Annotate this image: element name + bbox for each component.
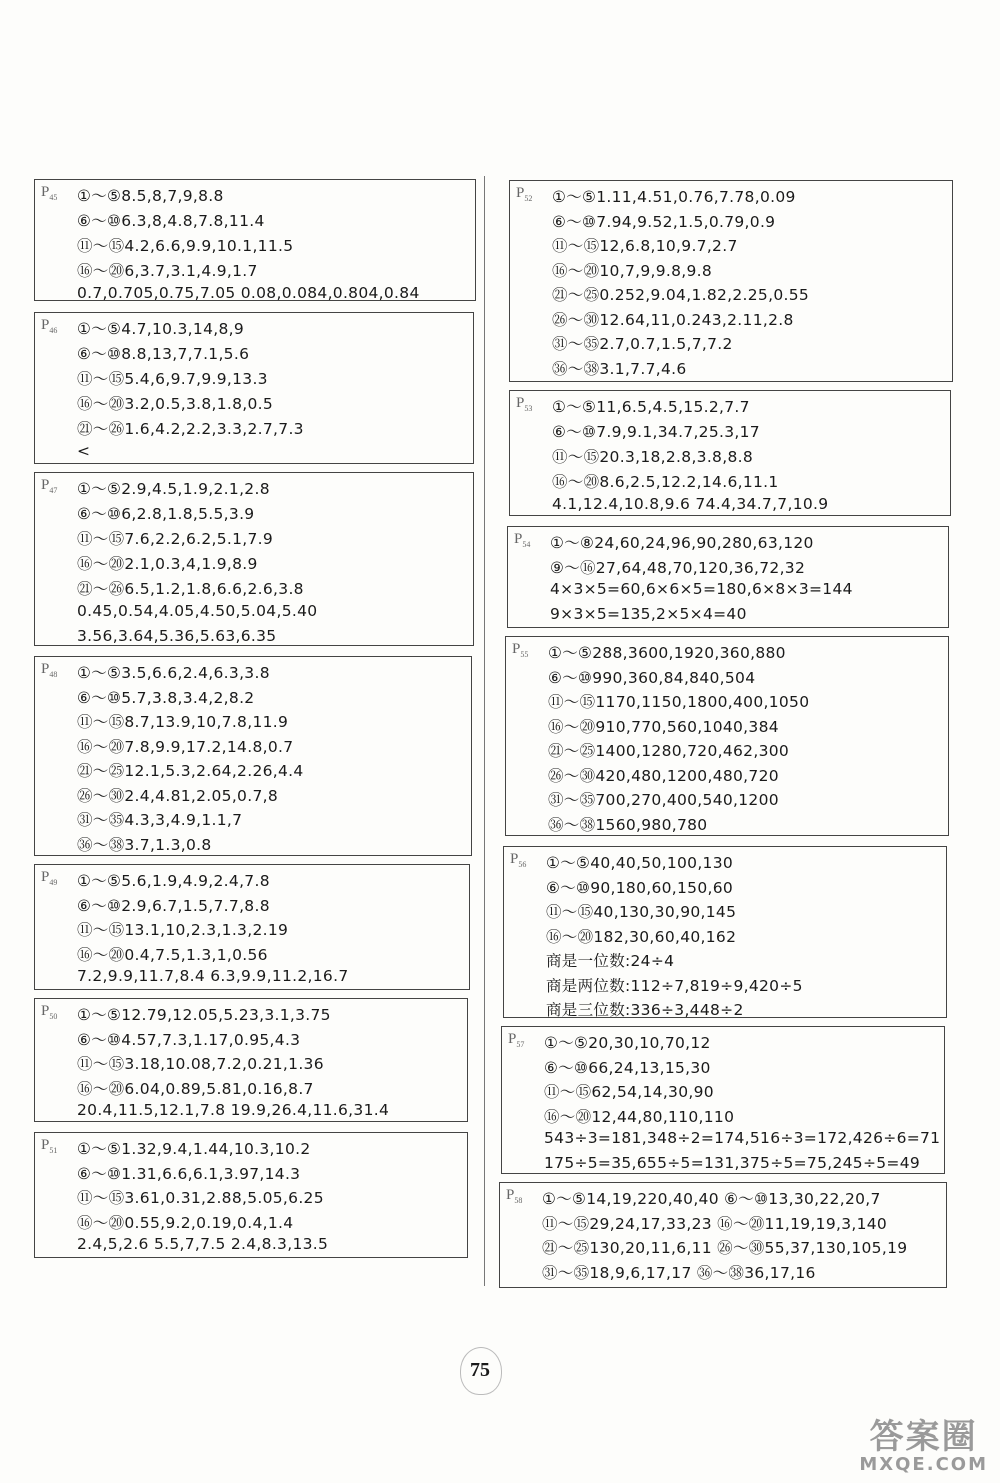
answer-line: ㊱～㊳3.7,1.3,0.8 — [77, 835, 212, 854]
answer-section-56 — [503, 846, 947, 1018]
answer-line: ⑯～⑳8.6,2.5,12.2,14.6,11.1 — [552, 473, 779, 491]
answer-line: 2.4,5,2.6 5.5,7,7.5 2.4,8.3,13.5 — [77, 1235, 329, 1253]
answer-line: ①～⑤14,19,220,40,40 ⑥～⑩13,30,22,20,7 — [542, 1190, 881, 1208]
answer-line: ⑥～⑩66,24,13,15,30 — [544, 1058, 711, 1077]
answer-line: 175÷5=35,655÷5=131,375÷5=75,245÷5=49 — [544, 1153, 921, 1172]
answer-line: ㉑～㉖1.6,4.2,2.2,3.3,2.7,7.3 — [77, 420, 304, 438]
answer-section-51 — [34, 1132, 468, 1258]
page-ref-letter: P — [41, 661, 50, 677]
page-ref-letter: P — [41, 477, 50, 493]
answer-line: ⑥～⑩7.9,9.1,34.7,25.3,17 — [552, 423, 760, 441]
answer-line: 商是一位数:24÷4 — [546, 952, 675, 970]
answer-line: ⑯～⑳7.8,9.9,17.2,14.8,0.7 — [77, 737, 294, 756]
page-ref-number: 58 — [514, 1196, 523, 1205]
answer-line: ⑪～⑮20.3,18,2.8,3.8,8.8 — [552, 448, 753, 466]
answer-line: ㊱～㊳3.1,7.7,4.6 — [552, 359, 687, 378]
page-ref-letter: P — [41, 869, 50, 885]
answer-line: ①～⑤12.79,12.05,5.23,3.1,3.75 — [77, 1006, 331, 1024]
answer-line: ⑪～⑮7.6,2.2,6.2,5.1,7.9 — [77, 530, 274, 548]
answer-line: ⑪～⑮62,54,14,30,90 — [544, 1083, 714, 1101]
answer-line: ⑥～⑩8.8,13,7,7.1,5.6 — [77, 345, 250, 363]
answer-line: ⑯～⑳3.2,0.5,3.8,1.8,0.5 — [77, 395, 274, 413]
answer-line: ⑥～⑩990,360,84,840,504 — [548, 668, 756, 687]
answer-line: ①～⑤11,6.5,4.5,15.2,7.7 — [552, 398, 750, 416]
answer-section-49 — [34, 864, 470, 990]
answer-line: ㉛～㉟2.7,0.7,1.5,7,7.2 — [552, 335, 733, 353]
answer-line: 9×3×5=135,2×5×4=40 — [550, 604, 747, 623]
answer-line: ⑪～⑮29,24,17,33,23 ⑯～⑳11,19,19,3,140 — [542, 1214, 888, 1233]
answer-line: ⑥～⑩90,180,60,150,60 — [546, 878, 734, 897]
page-ref-letter: P — [508, 1031, 517, 1047]
page-ref-label — [41, 317, 57, 335]
answer-line: ①～⑤3.5,6.6,2.4,6.3,3.8 — [77, 664, 270, 682]
answer-line: < — [77, 442, 91, 460]
answer-section-46 — [34, 312, 474, 464]
page-ref-number: 48 — [49, 670, 58, 679]
answer-line: ①～⑤20,30,10,70,12 — [544, 1034, 711, 1052]
answer-line: ⑪～⑮12,6.8,10,9.7,2.7 — [552, 237, 738, 255]
answer-line: ⑯～⑳6,3.7,3.1,4.9,1.7 — [77, 262, 258, 280]
page-ref-letter: P — [41, 317, 50, 333]
answer-line: ㉑～㉕12.1,5.3,2.64,2.26,4.4 — [77, 762, 304, 780]
answer-line: ⑯～⑳910,770,560,1040,384 — [548, 717, 779, 736]
answer-line: ㉛～㉟700,270,400,540,1200 — [548, 791, 779, 809]
answer-line: ⑨～⑯27,64,48,70,120,36,72,32 — [550, 558, 806, 577]
answer-line: 商是三位数:336÷3,448÷2 — [546, 1001, 744, 1019]
answer-section-53 — [509, 390, 951, 516]
answer-line: ①～⑤288,3600,1920,360,880 — [548, 644, 786, 662]
answer-line: ①～⑤1.32,9.4,1.44,10.3,10.2 — [77, 1140, 311, 1158]
answer-line: ①～⑤1.11,4.51,0.76,7.78,0.09 — [552, 188, 796, 206]
page-ref-number: 49 — [49, 878, 58, 887]
page-ref-letter: P — [514, 531, 523, 547]
answer-line: ⑥～⑩2.9,6.7,1.5,7.7,8.8 — [77, 896, 270, 915]
answer-line: ㉖～㉚2.4,4.81,2.05,0.7,8 — [77, 786, 278, 805]
page-ref-letter: P — [41, 184, 50, 200]
page-ref-letter: P — [512, 641, 521, 657]
answer-line: ⑥～⑩6,2.8,1.8,5.5,3.9 — [77, 505, 255, 523]
page-ref-label — [514, 531, 530, 549]
answer-line: 4×3×5=60,6×6×5=180,6×8×3=144 — [550, 580, 853, 598]
page-ref-number: 45 — [49, 193, 58, 202]
answer-line: ⑪～⑮40,130,30,90,145 — [546, 903, 737, 921]
page-ref-label — [41, 661, 57, 679]
watermark-site: MXQE.COM — [859, 1454, 988, 1475]
answer-line: ⑥～⑩6.3,8,4.8,7.8,11.4 — [77, 212, 265, 230]
page-ref-number: 47 — [49, 486, 58, 495]
answer-line: ㉑～㉕1400,1280,720,462,300 — [548, 742, 790, 760]
page-ref-number: 56 — [518, 860, 527, 869]
answer-line: ⑪～⑮3.18,10.08,7.2,0.21,1.36 — [77, 1055, 324, 1073]
page-ref-number: 54 — [522, 540, 531, 549]
page-ref-label — [41, 477, 57, 495]
page-ref-letter: P — [516, 395, 525, 411]
answer-section-58 — [499, 1182, 947, 1288]
answer-line: ㉛～㉟18,9,6,17,17 ㊱～㊳36,17,16 — [542, 1263, 816, 1282]
answer-line: ①～⑤2.9,4.5,1.9,2.1,2.8 — [77, 480, 270, 498]
answer-line: 7.2,9.9,11.7,8.4 6.3,9.9,11.2,16.7 — [77, 967, 349, 985]
answer-line: ⑯～⑳10,7,9,9.8,9.8 — [552, 261, 713, 280]
answer-line: 4.1,12.4,10.8,9.6 74.4,34.7,7,10.9 — [552, 495, 829, 513]
answer-line: 0.45,0.54,4.05,4.50,5.04,5.40 — [77, 602, 318, 620]
answer-section-50 — [34, 998, 468, 1122]
answer-line: ⑪～⑮1170,1150,1800,400,1050 — [548, 693, 810, 711]
answer-section-52 — [509, 180, 953, 382]
page-number — [450, 1345, 510, 1395]
answer-line: ㉑～㉖6.5,1.2,1.8,6.6,2.6,3.8 — [77, 580, 304, 598]
page-ref-number: 55 — [520, 650, 529, 659]
page-ref-label — [506, 1187, 522, 1205]
page-ref-label — [516, 395, 532, 413]
page-ref-number: 46 — [49, 326, 58, 335]
answer-line: ㉖～㉚420,480,1200,480,720 — [548, 766, 779, 785]
answer-line: ⑯～⑳0.55,9.2,0.19,0.4,1.4 — [77, 1213, 294, 1232]
answer-section-45 — [34, 179, 476, 301]
page-ref-number: 53 — [524, 404, 533, 413]
answer-line: ①～⑤40,40,50,100,130 — [546, 854, 734, 872]
page-number-text: 75 — [470, 1359, 490, 1381]
watermark-chars: 答案圈 — [869, 1417, 978, 1457]
answer-line: 商是两位数:112÷7,819÷9,420÷5 — [546, 976, 803, 995]
answer-section-54 — [507, 526, 949, 628]
page-ref-label — [516, 185, 532, 203]
page-ref-letter: P — [506, 1187, 515, 1203]
page-ref-number: 52 — [524, 194, 533, 203]
answer-section-55 — [505, 636, 949, 836]
answer-line: ㉛～㉟4.3,3,4.9,1.1,7 — [77, 811, 243, 829]
answer-section-47 — [34, 472, 474, 646]
page-ref-label — [512, 641, 528, 659]
answer-line: ㉑～㉕0.252,9.04,1.82,2.25,0.55 — [552, 286, 810, 304]
answer-section-57 — [501, 1026, 945, 1174]
answer-line: ⑪～⑮5.4,6,9.7,9.9,13.3 — [77, 370, 268, 388]
page-ref-number: 57 — [516, 1040, 525, 1049]
watermark — [859, 1409, 988, 1475]
page-ref-label — [510, 851, 526, 869]
page-ref-label — [41, 869, 57, 887]
page-ref-label — [41, 184, 57, 202]
answer-line: ⑪～⑮3.61,0.31,2.88,5.05,6.25 — [77, 1189, 324, 1207]
answer-line: ①～⑤5.6,1.9,4.9,2.4,7.8 — [77, 872, 270, 890]
page-ref-letter: P — [510, 851, 519, 867]
answer-line: ㉖～㉚12.64,11,0.243,2.11,2.8 — [552, 310, 794, 329]
answer-line: ⑪～⑮8.7,13.9,10,7.8,11.9 — [77, 713, 289, 731]
answer-line: ㊱～㊳1560,980,780 — [548, 815, 708, 834]
answer-section-48 — [34, 656, 472, 856]
page-ref-label — [41, 1137, 57, 1155]
page-ref-label — [41, 1003, 57, 1021]
answer-line: 0.7,0.705,0.75,7.05 0.08,0.084,0.804,0.84 — [77, 284, 420, 302]
page-ref-number: 51 — [49, 1146, 58, 1155]
answer-line: ⑥～⑩5.7,3.8,3.4,2,8.2 — [77, 688, 255, 707]
answer-line: 543÷3=181,348÷2=174,516÷3=172,426÷6=71 — [544, 1129, 941, 1147]
answer-line: ⑯～⑳2.1,0.3,4,1.9,8.9 — [77, 555, 258, 573]
answer-line: ⑯～⑳0.4,7.5,1.3,1,0.56 — [77, 945, 268, 964]
answer-line: ⑯～⑳182,30,60,40,162 — [546, 927, 737, 946]
answer-line: ①～⑧24,60,24,96,90,280,63,120 — [550, 534, 814, 552]
answer-line: ㉑～㉕130,20,11,6,11 ㉖～㉚55,37,130,105,19 — [542, 1239, 908, 1257]
answer-line: ⑯～⑳12,44,80,110,110 — [544, 1107, 735, 1126]
answer-line: ⑥～⑩1.31,6.6,6.1,3.97,14.3 — [77, 1164, 301, 1183]
answer-line: ⑯～⑳6.04,0.89,5.81,0.16,8.7 — [77, 1079, 314, 1098]
answer-line: ⑥～⑩4.57,7.3,1.17,0.95,4.3 — [77, 1030, 301, 1049]
answer-line: ①～⑤4.7,10.3,14,8,9 — [77, 320, 245, 338]
page-ref-letter: P — [41, 1003, 50, 1019]
column-divider — [484, 176, 485, 1286]
page-ref-label — [508, 1031, 524, 1049]
answer-line: 3.56,3.64,5.36,5.63,6.35 — [77, 627, 277, 645]
answer-line: ①～⑤8.5,8,7,9,8.8 — [77, 187, 224, 205]
page-ref-number: 50 — [49, 1012, 58, 1021]
page-ref-letter: P — [41, 1137, 50, 1153]
answer-line: ⑪～⑮4.2,6.6,9.9,10.1,11.5 — [77, 237, 294, 255]
page-ref-letter: P — [516, 185, 525, 201]
answer-line: 20.4,11.5,12.1,7.8 19.9,26.4,11.6,31.4 — [77, 1101, 390, 1119]
answer-line: ⑥～⑩7.94,9.52,1.5,0.79,0.9 — [552, 212, 776, 231]
answer-line: ⑪～⑮13.1,10,2.3,1.3,2.19 — [77, 921, 289, 939]
